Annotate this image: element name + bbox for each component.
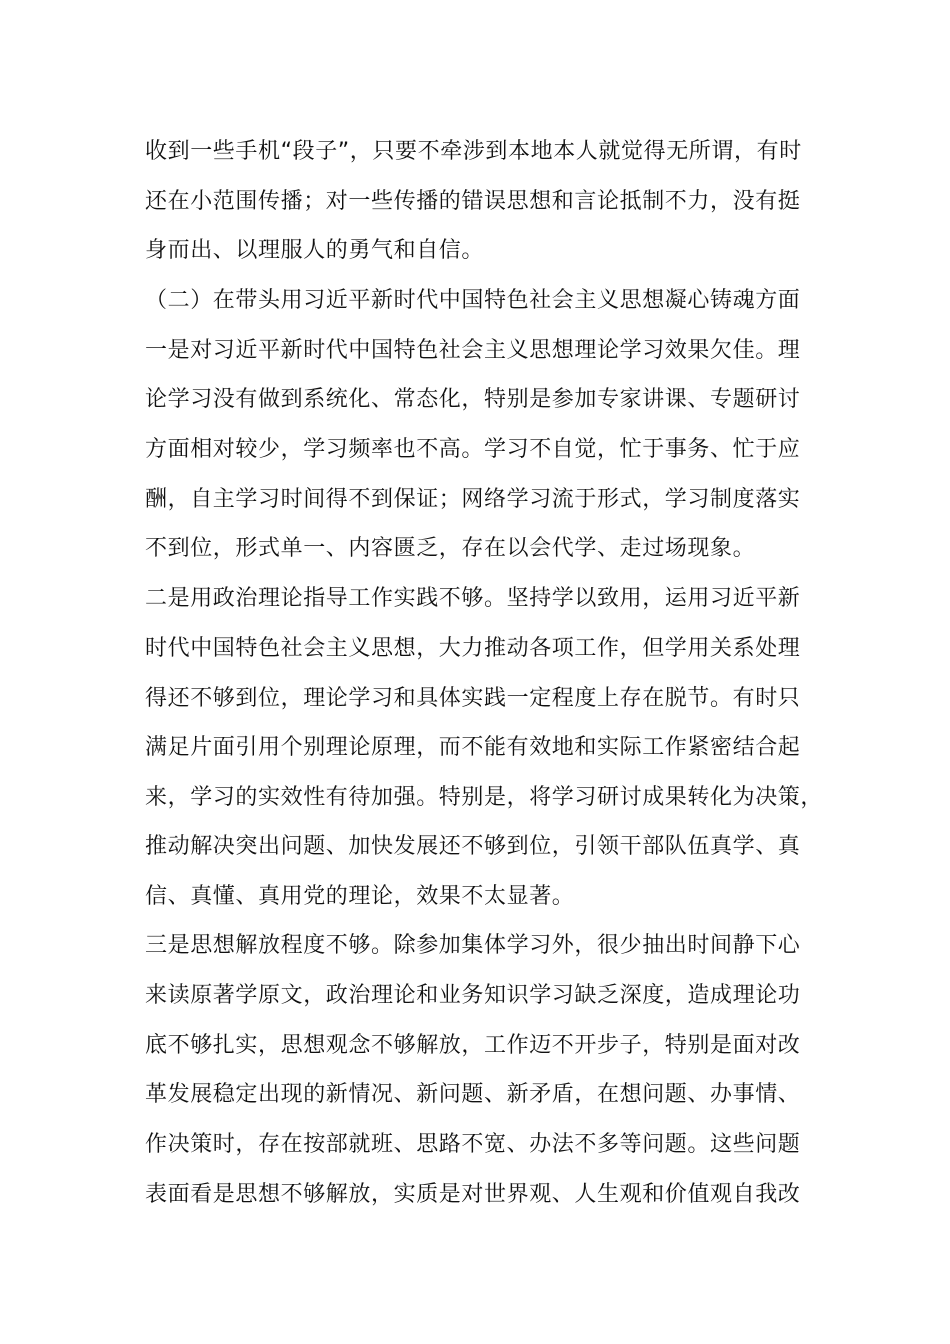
text-line: 方面相对较少，学习频率也不高。学习不自觉，忙于事务、忙于应 (145, 437, 801, 462)
text-line: 得还不够到位，理论学习和具体实践一定程度上存在脱节。有时只 (145, 686, 801, 711)
text-line: 还在小范围传播；对一些传播的错误思想和言论抵制不力，没有挺 (145, 189, 801, 214)
text-line: 来读原著学原文，政治理论和业务知识学习缺乏深度，造成理论功 (145, 983, 801, 1008)
section-heading: （二）在带头用习近平新时代中国特色社会主义思想凝心铸魂方面 (145, 288, 801, 313)
text-line: 推动解决突出问题、加快发展还不够到位，引领干部队伍真学、真 (145, 834, 801, 859)
text-line: 论学习没有做到系统化、常态化，特别是参加专家讲课、专题研讨 (145, 387, 801, 412)
text-line: 表面看是思想不够解放，实质是对世界观、人生观和价值观自我改 (145, 1182, 801, 1207)
text-line: 底不够扎实，思想观念不够解放，工作迈不开步子，特别是面对改 (145, 1033, 801, 1058)
text-line: 一是对习近平新时代中国特色社会主义思想理论学习效果欠佳。理 (145, 338, 801, 363)
text-line: 满足片面引用个别理论原理，而不能有效地和实际工作紧密结合起 (145, 735, 801, 760)
text-line: 时代中国特色社会主义思想，大力推动各项工作，但学用关系处理 (145, 636, 801, 661)
text-line: 二是用政治理论指导工作实践不够。坚持学以致用，运用习近平新 (145, 586, 801, 611)
text-line: 三是思想解放程度不够。除参加集体学习外，很少抽出时间静下心 (145, 933, 801, 958)
text-line: 身而出、以理服人的勇气和自信。 (145, 238, 485, 263)
text-line: 收到一些手机“段子”，只要不牵涉到本地本人就觉得无所谓，有时 (145, 139, 802, 164)
text-line: 革发展稳定出现的新情况、新问题、新矛盾，在想问题、办事情、 (145, 1082, 801, 1107)
text-line: 不到位，形式单一、内容匮乏，存在以会代学、走过场现象。 (145, 536, 756, 561)
text-line: 作决策时，存在按部就班、思路不宽、办法不多等问题。这些问题 (145, 1132, 801, 1157)
text-line: 来，学习的实效性有待加强。特别是，将学习研讨成果转化为决策， (145, 785, 824, 810)
text-line: 酬，自主学习时间得不到保证；网络学习流于形式，学习制度落实 (145, 487, 801, 512)
text-line: 信、真懂、真用党的理论，效果不太显著。 (145, 884, 575, 909)
